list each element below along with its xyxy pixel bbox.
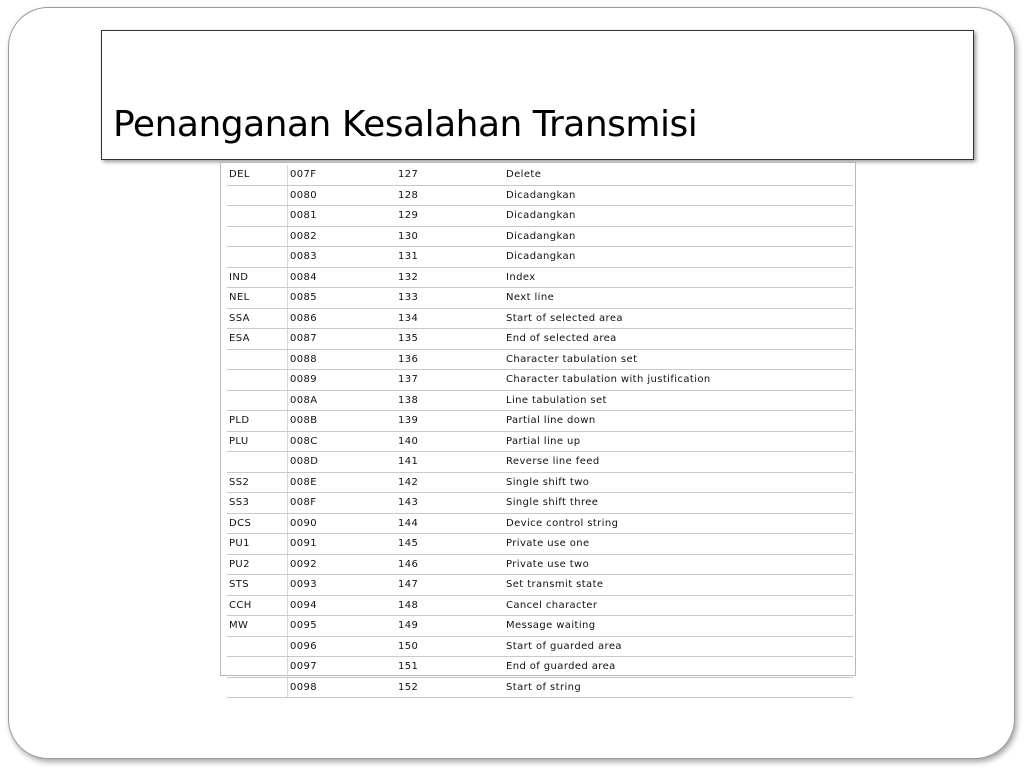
hex-code-cell: 0088 [288,349,397,370]
hex-code-cell: 008B [288,411,397,432]
hex-code-cell: 0084 [288,267,397,288]
decimal-code-cell: 137 [396,370,504,391]
decimal-code-cell: 141 [396,452,504,473]
description-cell: Start of selected area [504,308,853,329]
abbreviation-cell [227,247,288,268]
description-cell: Dicadangkan [504,206,853,227]
abbreviation-cell [227,349,288,370]
table-row [227,452,853,473]
decimal-code-cell: 130 [396,226,504,247]
abbreviation-cell [227,370,288,391]
table-row [227,431,853,452]
description-cell: Single shift three [504,493,853,514]
description-cell: Cancel character [504,595,853,616]
hex-code-cell: 0087 [288,329,397,350]
table-row [227,657,853,678]
table-row [227,349,853,370]
table-row [227,616,853,637]
table-row [227,185,853,206]
decimal-code-cell: 132 [396,267,504,288]
hex-code-cell: 008E [288,472,397,493]
decimal-code-cell: 134 [396,308,504,329]
abbreviation-cell: PU2 [227,554,288,575]
table-row [227,206,853,227]
description-cell: Device control string [504,513,853,534]
table-row [227,472,853,493]
description-cell: Message waiting [504,616,853,637]
description-cell: Line tabulation set [504,390,853,411]
hex-code-cell: 0086 [288,308,397,329]
description-cell: Dicadangkan [504,226,853,247]
description-cell: Private use two [504,554,853,575]
table-row [227,390,853,411]
decimal-code-cell: 149 [396,616,504,637]
hex-code-cell: 0083 [288,247,397,268]
abbreviation-cell: IND [227,267,288,288]
hex-code-cell: 0098 [288,677,397,698]
decimal-code-cell: 131 [396,247,504,268]
hex-code-cell: 0093 [288,575,397,596]
decimal-code-cell: 140 [396,431,504,452]
hex-code-cell: 0097 [288,657,397,678]
abbreviation-cell: PU1 [227,534,288,555]
decimal-code-cell: 136 [396,349,504,370]
description-cell: End of selected area [504,329,853,350]
abbreviation-cell [227,206,288,227]
table-row [227,288,853,309]
abbreviation-cell [227,657,288,678]
decimal-code-cell: 144 [396,513,504,534]
table-row [227,636,853,657]
abbreviation-cell: NEL [227,288,288,309]
description-cell: Partial line down [504,411,853,432]
title-box [101,30,974,160]
description-cell: Character tabulation with justification [504,370,853,391]
abbreviation-cell: STS [227,575,288,596]
decimal-code-cell: 129 [396,206,504,227]
description-cell: Delete [504,165,853,185]
decimal-code-cell: 128 [396,185,504,206]
hex-code-cell: 0089 [288,370,397,391]
abbreviation-cell: SS3 [227,493,288,514]
decimal-code-cell: 147 [396,575,504,596]
decimal-code-cell: 151 [396,657,504,678]
table-row [227,534,853,555]
abbreviation-cell: PLD [227,411,288,432]
description-cell: Single shift two [504,472,853,493]
hex-code-cell: 0081 [288,206,397,227]
table-row [227,595,853,616]
abbreviation-cell [227,226,288,247]
table-row [227,308,853,329]
table-row [227,677,853,698]
description-cell: Character tabulation set [504,349,853,370]
description-cell: Dicadangkan [504,247,853,268]
hex-code-cell: 008A [288,390,397,411]
abbreviation-cell: DCS [227,513,288,534]
hex-code-cell: 0094 [288,595,397,616]
abbreviation-cell [227,677,288,698]
description-cell: Next line [504,288,853,309]
description-cell: Reverse line feed [504,452,853,473]
table-row [227,247,853,268]
hex-code-cell: 0085 [288,288,397,309]
hex-code-cell: 0095 [288,616,397,637]
description-cell: Set transmit state [504,575,853,596]
hex-code-cell: 008C [288,431,397,452]
decimal-code-cell: 142 [396,472,504,493]
description-cell: Start of string [504,677,853,698]
description-cell: Start of guarded area [504,636,853,657]
code-table [227,165,853,698]
abbreviation-cell: PLU [227,431,288,452]
description-cell: Index [504,267,853,288]
hex-code-cell: 0092 [288,554,397,575]
table-row [227,329,853,350]
control-code-table [220,162,856,693]
description-cell: Dicadangkan [504,185,853,206]
hex-code-cell: 0091 [288,534,397,555]
abbreviation-cell: SS2 [227,472,288,493]
decimal-code-cell: 133 [396,288,504,309]
decimal-code-cell: 146 [396,554,504,575]
decimal-code-cell: 135 [396,329,504,350]
table-row [227,411,853,432]
decimal-code-cell: 150 [396,636,504,657]
decimal-code-cell: 152 [396,677,504,698]
decimal-code-cell: 143 [396,493,504,514]
decimal-code-cell: 127 [396,165,504,185]
slide-title: Penanganan Kesalahan Transmisi [113,104,698,145]
table-row [227,513,853,534]
description-cell: End of guarded area [504,657,853,678]
abbreviation-cell [227,390,288,411]
table-row [227,575,853,596]
abbreviation-cell: SSA [227,308,288,329]
hex-code-cell: 0090 [288,513,397,534]
description-cell: Partial line up [504,431,853,452]
abbreviation-cell [227,185,288,206]
hex-code-cell: 0080 [288,185,397,206]
hex-code-cell: 0082 [288,226,397,247]
abbreviation-cell [227,452,288,473]
decimal-code-cell: 138 [396,390,504,411]
hex-code-cell: 008D [288,452,397,473]
table-row [227,370,853,391]
abbreviation-cell: ESA [227,329,288,350]
table-row [227,165,853,185]
decimal-code-cell: 145 [396,534,504,555]
decimal-code-cell: 139 [396,411,504,432]
description-cell: Private use one [504,534,853,555]
abbreviation-cell: CCH [227,595,288,616]
table-body [227,165,853,698]
abbreviation-cell: DEL [227,165,288,185]
hex-code-cell: 008F [288,493,397,514]
abbreviation-cell [227,636,288,657]
table-row [227,267,853,288]
table-row [227,226,853,247]
table-row [227,493,853,514]
hex-code-cell: 007F [288,165,397,185]
hex-code-cell: 0096 [288,636,397,657]
decimal-code-cell: 148 [396,595,504,616]
abbreviation-cell: MW [227,616,288,637]
table-row [227,554,853,575]
